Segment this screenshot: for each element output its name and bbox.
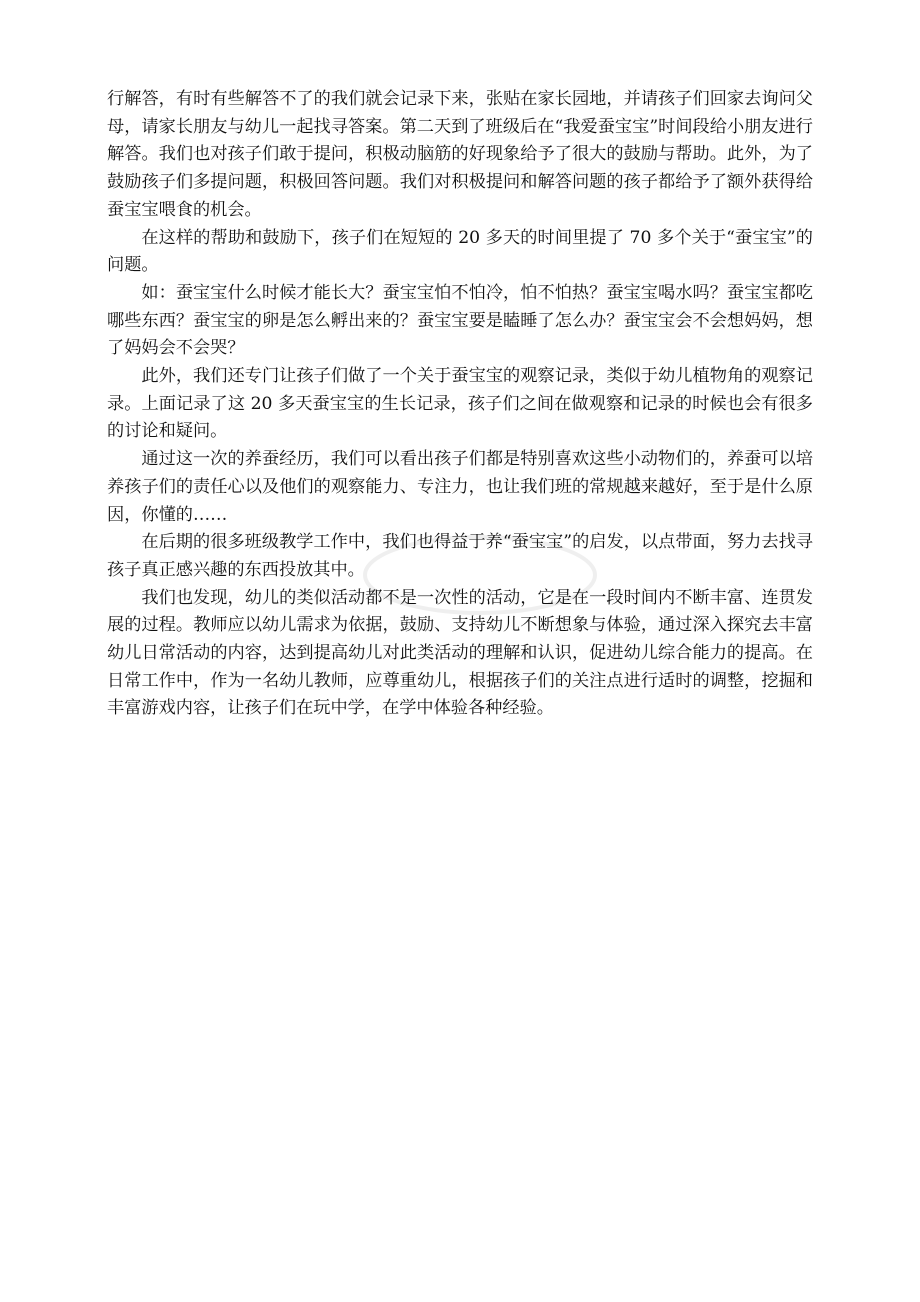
paragraph: 行解答，有时有些解答不了的我们就会记录下来，张贴在家长园地，并请孩子们回家去询问父母，请家长朋友与幼儿一起找寻答案。第二天到了班级后在“我爱蚕宝宝”时间段给小朋友进行解答。我们也对孩子们敢于提问，积极动脑筋的好现象给予了很大的鼓励与帮助。此外，为了鼓励孩子们多提问题，积极回答问题。我们对积极提问和解答问题的孩子都给予了额外获得给蚕宝宝喂食的机会。 xyxy=(107,89,813,220)
paragraph: 通过这一次的养蚕经历，我们可以看出孩子们都是特别喜欢这些小动物们的，养蚕可以培养孩子们的责任心以及他们的观察能力、专注力，也让我们班的常规越来越好，至于是什么原因，你懂的…… xyxy=(107,449,813,525)
paragraph: 此外，我们还专门让孩子们做了一个关于蚕宝宝的观察记录，类似于幼儿植物角的观察记录。上面记录了这 20 多天蚕宝宝的生长记录，孩子们之间在做观察和记录的时候也会有很多的讨论和疑问。 xyxy=(107,366,813,442)
paragraph: 在后期的很多班级教学工作中，我们也得益于养“蚕宝宝”的启发，以点带面，努力去找寻孩子真正感兴趣的东西投放其中。 xyxy=(107,532,813,580)
paragraph: 如：蚕宝宝什么时候才能长大？蚕宝宝怕不怕冷，怕不怕热？蚕宝宝喝水吗？蚕宝宝都吃哪些东西？蚕宝宝的卵是怎么孵出来的？蚕宝宝要是瞌睡了怎么办？蚕宝宝会不会想妈妈，想了妈妈会不会哭？ xyxy=(107,282,813,359)
paragraph: 我们也发现，幼儿的类似活动都不是一次性的活动，它是在一段时间内不断丰富、连贯发展的过程。教师应以幼儿需求为依据，鼓励、支持幼儿不断想象与体验，通过深入探究去丰富幼儿日常活动的内容，达到提高幼儿对此类活动的理解和认识，促进幼儿综合能力的提高。在日常工作中，作为一名幼儿教师，应尊重幼儿，根据孩子们的关注点进行适时的调整，挖掘和丰富游戏内容，让孩子们在玩中学，在学中体验各种经验。 xyxy=(107,587,813,719)
document-body xyxy=(107,86,813,723)
paragraph: 在这样的帮助和鼓励下，孩子们在短短的 20 多天的时间里提了 70 多个关于“蚕宝宝”的问题。 xyxy=(107,227,813,276)
